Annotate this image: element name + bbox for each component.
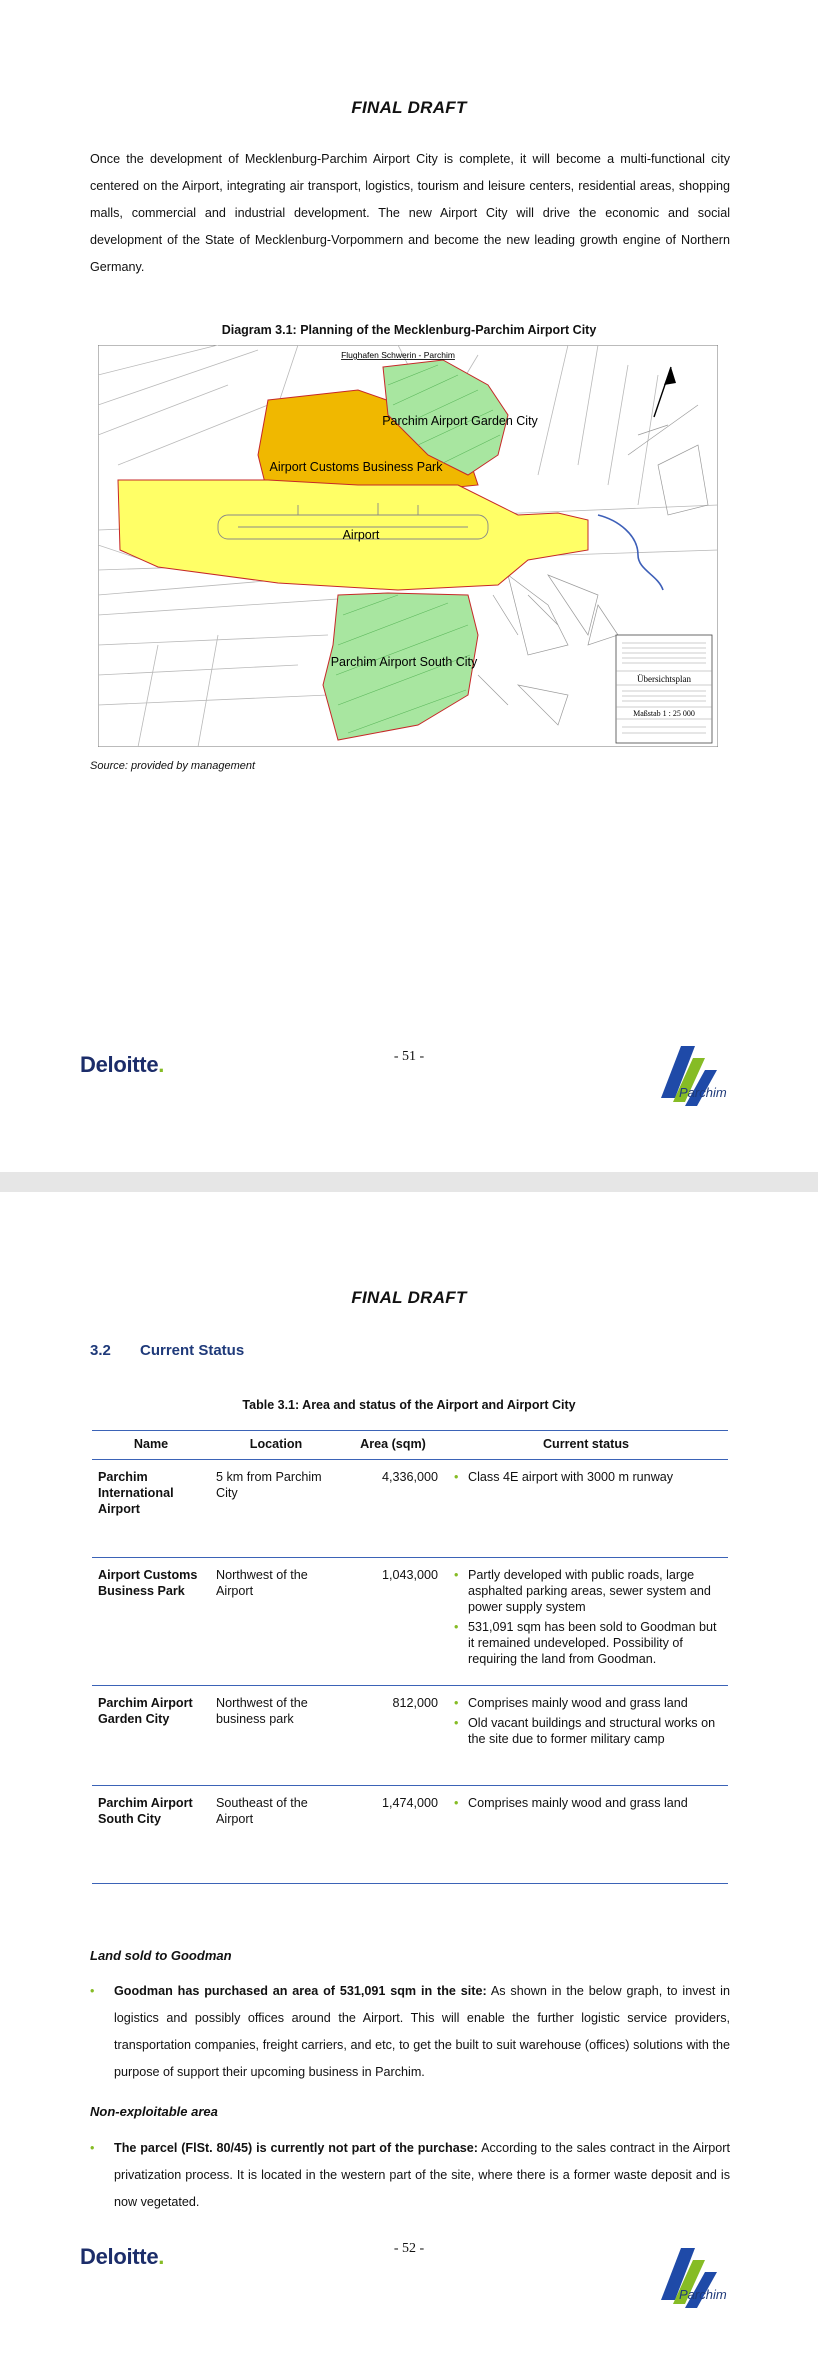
land-sold-lead: Goodman has purchased an area of 531,091 sqm in the site: [114, 1984, 487, 1998]
map-title: Flughafen Schwerin - Parchim [341, 350, 455, 360]
map-legend [616, 635, 712, 743]
legend-heading: Übersichtsplan [637, 674, 691, 684]
section-title: Current Status [140, 1342, 245, 1359]
status-item: • Class 4E airport with 3000 m runway [462, 1469, 722, 1485]
airport-city-map [98, 345, 718, 747]
parchim-wordmark: Parchim [679, 2287, 727, 2302]
non-exploitable-lead: The parcel (FlSt. 80/45) is currently not part of the purchase: [114, 2141, 478, 2155]
page-number: - 51 - [393, 1049, 425, 1064]
non-exploitable-heading: Non-exploitable area [90, 2104, 218, 2119]
section-heading [90, 1342, 244, 1359]
row-area: 1,474,000 [342, 1786, 444, 1884]
table-row [92, 1558, 728, 1686]
row-status [444, 1686, 728, 1786]
table-caption: Table 3.1: Area and status of the Airport and Airport City [242, 1398, 576, 1412]
row-location: 5 km from Parchim City [210, 1460, 342, 1558]
row-area: 1,043,000 [342, 1558, 444, 1686]
status-item: • Comprises mainly wood and grass land [462, 1795, 722, 1811]
col-header-location: Location [210, 1431, 342, 1460]
status-item: • 531,091 sqm has been sold to Goodman but it remained undeveloped. Possibility of requiring the land from Goodman. [462, 1619, 722, 1667]
diagram-caption: Diagram 3.1: Planning of the Mecklenburg-Parchim Airport City [221, 323, 597, 337]
row-area: 812,000 [342, 1686, 444, 1786]
south-city-label: Parchim Airport South City [330, 655, 478, 669]
col-header-area: Area (sqm) [342, 1431, 444, 1460]
final-draft-header: FINAL DRAFT [351, 98, 467, 117]
land-sold-heading: Land sold to Goodman [90, 1948, 232, 1963]
land-sold-bullet [90, 1978, 730, 2086]
deloitte-logo: Deloitte. [80, 2244, 165, 2269]
status-item: • Comprises mainly wood and grass land [462, 1695, 722, 1711]
status-item: • Partly developed with public roads, large asphalted parking areas, sewer system and power supply system [462, 1567, 722, 1615]
legend-scale: Maßstab 1 : 25 000 [633, 709, 695, 718]
row-status [444, 1558, 728, 1686]
deloitte-wordmark: Deloitte [80, 2244, 159, 2269]
row-name: Parchim Airport Garden City [92, 1686, 210, 1786]
parchim-wordmark: Parchim [679, 1085, 727, 1100]
non-exploitable-text-block [114, 2135, 730, 2216]
table-header-row [92, 1431, 728, 1460]
row-location: Southeast of the Airport [210, 1786, 342, 1884]
non-exploitable-bullet [90, 2135, 730, 2216]
non-exploitable-body: According to the sales contract in the Airport privatization process. It is located in the western part of the site, where there is a former waste deposit and is now vegetated. [114, 2141, 730, 2209]
row-name: Parchim Airport South City [92, 1786, 210, 1884]
table-row [92, 1460, 728, 1558]
row-name: Airport Customs Business Park [92, 1558, 210, 1686]
row-location: Northwest of the Airport [210, 1558, 342, 1686]
bullet-dot: • [90, 2141, 95, 2155]
row-location: Northwest of the business park [210, 1686, 342, 1786]
deloitte-wordmark: Deloitte [80, 1052, 159, 1077]
parchim-logo [655, 2242, 741, 2318]
customs-park-label: Airport Customs Business Park [269, 460, 443, 474]
col-header-name: Name [92, 1431, 210, 1460]
row-status [444, 1786, 728, 1884]
col-header-status: Current status [444, 1431, 728, 1460]
table-row [92, 1686, 728, 1786]
final-draft-header: FINAL DRAFT [351, 1288, 467, 1307]
status-item: • Old vacant buildings and structural works on the site due to former military camp [462, 1715, 722, 1747]
land-sold-text-block [114, 1978, 730, 2086]
section-number: 3.2 [90, 1342, 111, 1359]
table-row [92, 1786, 728, 1884]
status-table [92, 1430, 728, 1884]
page-number: - 52 - [393, 2241, 425, 2256]
row-status [444, 1460, 728, 1558]
deloitte-logo: Deloitte. [80, 1052, 165, 1077]
land-sold-body: As shown in the below graph, to invest in logistics and possibly offices around the Airport. This will enable the further logistic service providers, transportation companies, freight carriers, and etc, to get the built to suit warehouse (offices) solutions with the purpose of support their upcoming business in Parchim. [114, 1984, 730, 2079]
garden-city-label: Parchim Airport Garden City [382, 414, 538, 428]
source-note: Source: provided by management [90, 760, 256, 772]
page-52 [0, 1192, 818, 2354]
airport-label: Airport [342, 528, 380, 542]
row-name: Parchim International Airport [92, 1460, 210, 1558]
page-51 [0, 0, 818, 1172]
bullet-dot: • [90, 1984, 95, 1998]
parchim-logo [655, 1040, 741, 1116]
intro-paragraph: Once the development of Mecklenburg-Parchim Airport City is complete, it will become a multi-functional city centered on the Airport, integrating air transport, logistics, tourism and leisure centers, residential areas, shopping malls, commercial and industrial development. The new Airport City will drive the economic and social development of the State of Mecklenburg-Vorpommern and become the new leading growth engine of Northern Germany. [90, 152, 730, 274]
row-area: 4,336,000 [342, 1460, 444, 1558]
